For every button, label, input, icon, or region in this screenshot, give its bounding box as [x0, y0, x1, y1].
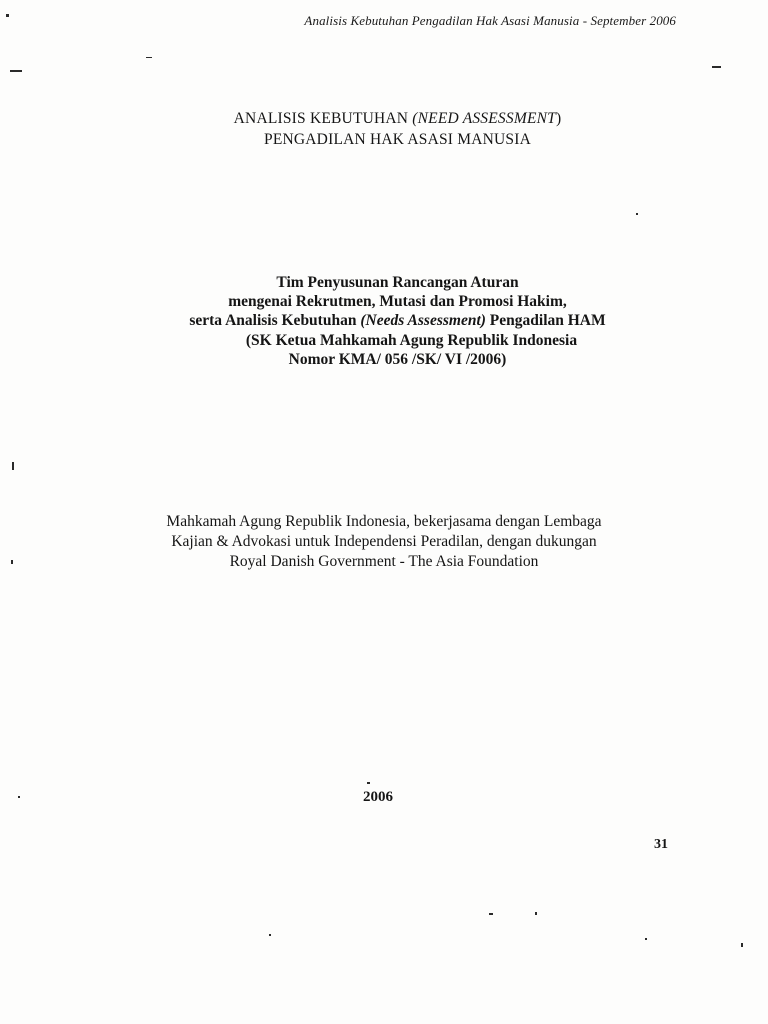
scan-speck	[10, 70, 22, 72]
scan-speck	[11, 560, 13, 564]
publication-year: 2006	[363, 789, 393, 805]
scan-speck	[12, 462, 14, 470]
page-number: 31	[654, 837, 668, 852]
title-line-1-text: ANALISIS KEBUTUHAN	[233, 110, 413, 127]
team-line-3-text: serta Analisis Kebutuhan	[189, 312, 361, 330]
scan-speck	[712, 66, 721, 68]
scan-speck	[636, 213, 638, 215]
publisher-statement	[0, 512, 768, 572]
team-line-4	[0, 331, 768, 350]
publisher-line-1: Mahkamah Agung Republik Indonesia, bekerjasama dengan Lembaga	[166, 513, 602, 530]
scan-speck	[367, 782, 370, 784]
scan-speck	[535, 912, 537, 915]
scan-speck	[269, 934, 271, 936]
scan-speck	[18, 796, 20, 798]
team-line-3-suffix: Pengadilan HAM	[485, 312, 606, 330]
team-line-1: Tim Penyusunan Rancangan Aturan	[276, 274, 519, 291]
decree-reference: (SK Ketua Mahkamah Agung Republik Indonesia	[245, 331, 578, 349]
title-line-1-close: )	[555, 110, 562, 127]
title-line-1	[0, 108, 768, 129]
scan-speck	[645, 938, 647, 940]
scan-speck	[6, 14, 9, 17]
running-header: Analisis Kebutuhan Pengadilan Hak Asasi Manusia - September 2006	[304, 13, 676, 28]
scan-speck	[146, 57, 152, 58]
publisher-line-2: Kajian & Advokasi untuk Independensi Peradilan, dengan dukungan	[171, 533, 597, 550]
document-title	[0, 108, 768, 150]
team-line-3	[0, 311, 768, 330]
title-line-2: PENGADILAN HAK ASASI MANUSIA	[264, 131, 531, 148]
scan-speck	[489, 913, 493, 915]
title-line-1-italic: (NEED ASSESSMENT	[412, 110, 556, 127]
scan-speck	[741, 943, 743, 947]
team-line-2: mengenai Rekrutmen, Mutasi dan Promosi Hakim,	[228, 293, 567, 311]
team-line-5: Nomor KMA/ 056 /SK/ VI /2006)	[288, 350, 507, 368]
team-line-3-italic: (Needs Assessment)	[360, 312, 486, 330]
team-description	[0, 273, 768, 369]
publisher-line-3: Royal Danish Government - The Asia Foundation	[229, 553, 539, 570]
